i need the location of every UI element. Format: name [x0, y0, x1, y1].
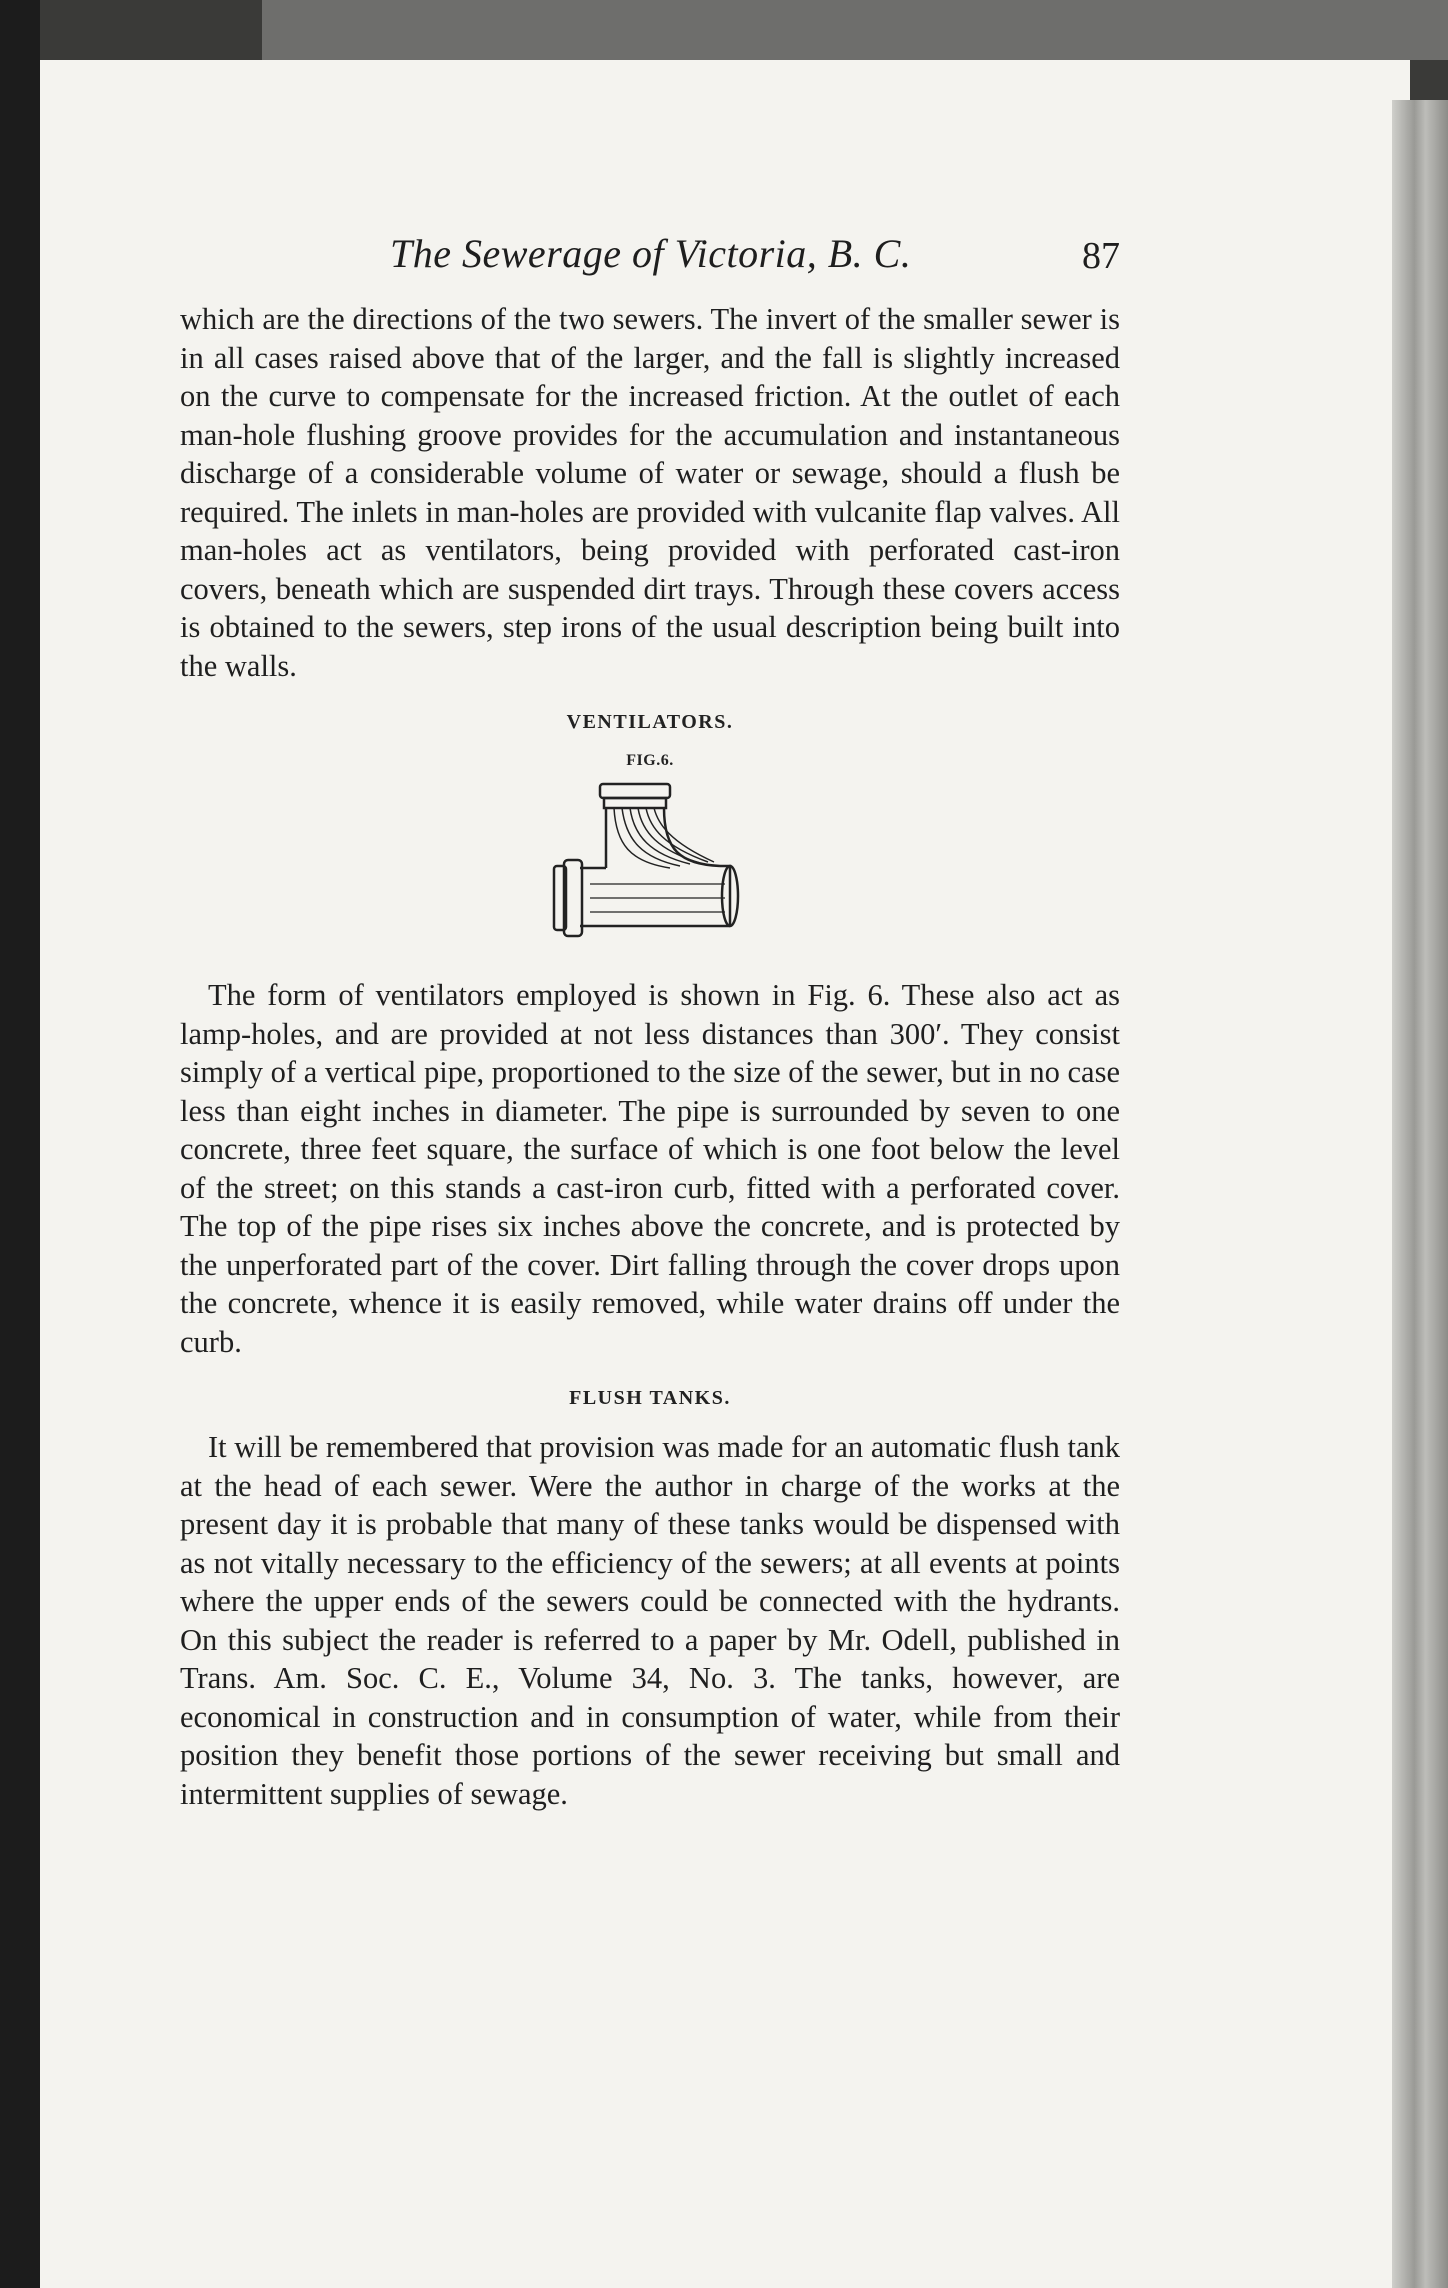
page-content — [180, 230, 1120, 1813]
paragraph-ventilators: The form of ventilators employed is shown in Fig. 6. These also act as lamp-holes, and are provided at not less distances than 300′. They consist simply of a vertical pipe, proportioned to the size of the sewer, but in no case less than eight inches in diameter. The pipe is surrounded by seven to one concrete, three feet square, the surface of which is one foot below the level of the street; on this stands a cast-iron curb, fitted with a perforated cover. The top of the pipe rises six inches above the concrete, and is protected by the unperforated part of the cover. Dirt falling through the cover drops upon the concrete, whence it is easily removed, while water drains off under the curb. — [180, 978, 1120, 1359]
scan-left-edge — [0, 0, 40, 2288]
ventilator-pipe-illustration — [550, 780, 750, 950]
running-title: The Sewerage of Victoria, B. C. — [390, 231, 912, 276]
figure-label: FIG.6. — [626, 752, 674, 769]
page-header — [180, 230, 1120, 300]
heading-ventilators: VENTILATORS. — [566, 711, 734, 733]
paragraph-continuation: which are the directions of the two sewers. The invert of the smaller sewer is in all cases raised above that of the larger, and the fall is slightly increased on the curve to compensate for the increased friction. At the outlet of each man-hole flushing groove provides for the accumulation and instantaneous discharge of a considerable volume of water or sewage, should a flush be required. The inlets in man-holes are provided with vulcanite flap valves. All man-holes act as ventilators, being provided with perforated cast-iron covers, beneath which are suspended dirt trays. Through these covers access is obtained to the sewers, step irons of the usual description being built into the walls. — [180, 302, 1120, 683]
scan-top-margin — [262, 0, 1448, 60]
paragraph-flush-tanks: It will be remembered that provision was made for an automatic flush tank at the head of each sewer. Were the author in charge of the works at the present day it is probable that many of these tanks would be dispensed with as not vitally necessary to the efficiency of the sewers; at all events at points where the upper ends of the sewers could be connected with the hydrants. On this subject the reader is referred to a paper by Mr. Odell, published in Trans. Am. Soc. C. E., Volume 34, No. 3. The tanks, however, are economical in construction and in consumption of water, while from their position they benefit those portions of the sewer receiving but small and intermittent supplies of sewage. — [180, 1430, 1120, 1811]
book-page-edge — [1392, 100, 1448, 2288]
heading-flush-tanks: FLUSH TANKS. — [569, 1387, 731, 1409]
page-number: 87 — [1082, 235, 1120, 277]
